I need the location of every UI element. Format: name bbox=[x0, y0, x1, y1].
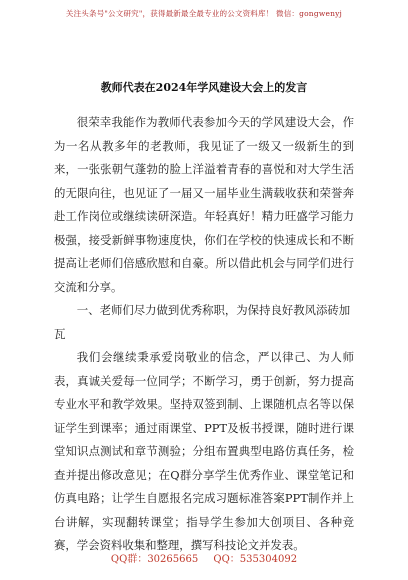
section-heading-1: 一、老师们尽力做到优秀称职，为保持良好教风添砖加瓦 bbox=[54, 303, 351, 341]
footer-qq: QQ：535304092 bbox=[213, 554, 298, 565]
paragraph-section-1: 我们会继续秉承爱岗敬业的信念，严以律己、为人师表，真诚关爱每一位同学；不断学习，勇于创新，努力提高专业水平和教学效果。坚持双签到制、上课随机点名等以保证学生到课率；通过雨课堂、PPT及板书授课，随时进行课堂知识点测试和章节测验；分组布置典型电路仿真任务，检查并提出修改意见；在Q群分享学生优秀作业、课堂笔记和仿真电路；让学生自愿报名完成习题标准答案PPT制作并上台讲解，实现翻转课堂；指导学生参加大创项目、各种竞赛，学会资料收集和整理，撰写科技论文并发表。 bbox=[54, 350, 354, 552]
document-body bbox=[54, 111, 354, 558]
document-title: 教师代表在2024年学风建设大会上的发言 bbox=[100, 81, 308, 94]
footer-qq-group: QQ群：30265665 bbox=[110, 554, 199, 565]
footer-contact bbox=[0, 550, 408, 565]
header-note: 关注头条号"公文研究"，获得最新最全最专业的公文资料库！ 微信：gongwenyj bbox=[65, 9, 343, 18]
paragraph-intro: 很荣幸我能作为教师代表参加今天的学风建设大会，作为一名从教多年的老教师，我见证了一级又一级新生的到来，一张张朝气蓬勃的脸上洋溢着青春的喜悦和对大学生活的无限向往，也见证了一届又一届毕业生满载收获和荣誉奔赴工作岗位或继续读研深造。年轻真好！精力旺盛学习能力极强，接受新鲜事物速度快，你们在学校的快速成长和不断提高让老师们倍感欣慰和自豪。所以借此机会与同学们进行交流和分享。 bbox=[54, 115, 354, 294]
